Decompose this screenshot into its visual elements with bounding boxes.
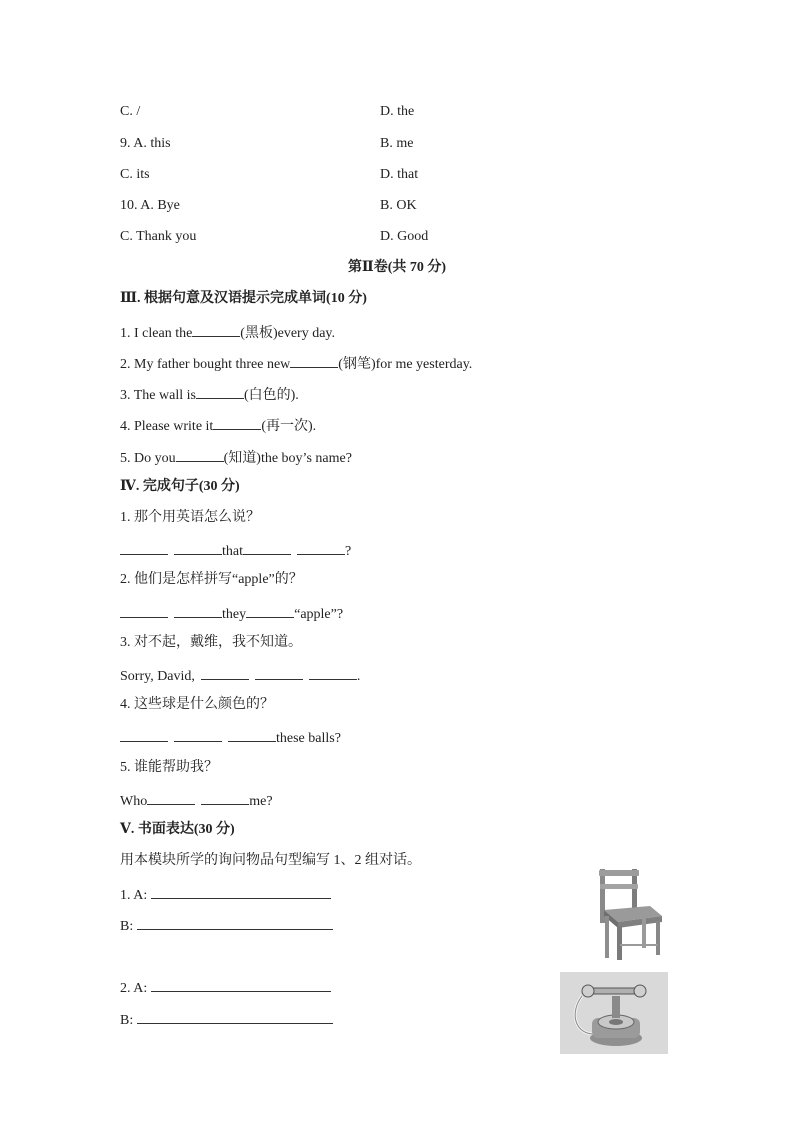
- answer-line[interactable]: [137, 915, 333, 930]
- answer-blank[interactable]: [120, 727, 168, 742]
- answer-blank[interactable]: [174, 540, 222, 555]
- s4-answer-4: [120, 727, 341, 748]
- s4q1-word: that: [222, 544, 243, 559]
- answer-blank[interactable]: [246, 603, 294, 618]
- answer-blank[interactable]: [228, 727, 276, 742]
- dialogue2-a: [120, 977, 331, 998]
- option-10c: C. Thank you: [120, 229, 197, 244]
- option-10a: 10. A. Bye: [120, 198, 180, 213]
- s3-question-3: [120, 384, 299, 405]
- d2b-label: B:: [120, 1013, 134, 1028]
- answer-line[interactable]: [151, 884, 331, 899]
- s3-question-1: [120, 322, 335, 343]
- s3q4-prefix: 4. Please write it: [120, 419, 214, 434]
- section5-title: Ⅴ. 书面表达(30 分): [120, 822, 235, 837]
- answer-blank[interactable]: [120, 540, 168, 555]
- answer-blank[interactable]: [290, 353, 338, 368]
- s4q4-end: these balls?: [276, 731, 341, 746]
- s4q1-chinese: 1. 那个用英语怎么说？: [120, 510, 260, 525]
- answer-blank[interactable]: [147, 790, 195, 805]
- s4-answer-5: [120, 790, 273, 811]
- s3q5-hint: (知道)the boy’s name?: [223, 451, 352, 466]
- answer-blank[interactable]: [120, 603, 168, 618]
- s3-question-2: [120, 353, 472, 374]
- s4q2-word2: “apple”?: [294, 607, 344, 622]
- answer-line[interactable]: [151, 977, 331, 992]
- option-9b: B. me: [380, 136, 414, 151]
- d1a-label: 1. A:: [120, 888, 148, 903]
- s3-question-4: [120, 415, 316, 436]
- answer-blank[interactable]: [201, 790, 249, 805]
- answer-blank[interactable]: [196, 384, 244, 399]
- answer-blank[interactable]: [243, 540, 291, 555]
- s4-answer-1: [120, 540, 351, 561]
- s3q3-prefix: 3. The wall is: [120, 388, 196, 403]
- s3q5-prefix: 5. Do you: [120, 451, 176, 466]
- s4q4-chinese: 4. 这些球是什么颜色的？: [120, 697, 274, 712]
- chair-image: [592, 866, 668, 962]
- s4q3-end: .: [356, 669, 361, 684]
- s4q3-chinese: 3. 对不起，戴维，我不知道。: [120, 635, 302, 650]
- d2a-label: 2. A:: [120, 981, 148, 996]
- volume-title: 第Ⅱ卷(共 70 分): [347, 260, 447, 275]
- option-9d: D. that: [380, 167, 419, 182]
- section4-title: Ⅳ. 完成句子(30 分): [120, 479, 240, 494]
- s3q1-prefix: 1. I clean the: [120, 326, 193, 341]
- s4q2-chinese: 2. 他们是怎样拼写“apple”的？: [120, 572, 303, 587]
- s4q3-prefix: Sorry, David,: [120, 669, 195, 684]
- answer-blank[interactable]: [309, 665, 357, 680]
- option-9c: C. its: [120, 167, 150, 182]
- dialogue2-b: [120, 1009, 333, 1030]
- s4q5-prefix: Who: [120, 794, 148, 809]
- telephone-image: [560, 972, 668, 1054]
- d1b-label: B:: [120, 919, 134, 934]
- answer-blank[interactable]: [192, 322, 240, 337]
- s3q1-hint: (黑板)every day.: [240, 326, 336, 341]
- s3-question-5: [120, 447, 352, 468]
- s4q2-word: they: [222, 607, 247, 622]
- answer-blank[interactable]: [176, 447, 224, 462]
- option-9a: 9. A. this: [120, 136, 171, 151]
- option-10d: D. Good: [380, 229, 429, 244]
- option-10b: B. OK: [380, 198, 417, 213]
- section5-instruction: 用本模块所学的询问物品句型编写 1、2 组对话。: [120, 853, 421, 868]
- s4q1-end: ?: [345, 544, 352, 559]
- option-8c: C. /: [120, 104, 141, 119]
- dialogue1-b: [120, 915, 333, 936]
- s3q3-hint: (白色的).: [243, 388, 299, 403]
- s4-answer-2: [120, 603, 343, 624]
- section3-title: Ⅲ. 根据句意及汉语提示完成单词(10 分): [120, 291, 367, 306]
- s3q4-hint: (再一次).: [261, 419, 317, 434]
- s4q5-end: me?: [249, 794, 273, 809]
- answer-blank[interactable]: [297, 540, 345, 555]
- s4q5-chinese: 5. 谁能帮助我？: [120, 760, 218, 775]
- s4-answer-3: [120, 665, 360, 686]
- answer-blank[interactable]: [213, 415, 261, 430]
- answer-blank[interactable]: [201, 665, 249, 680]
- answer-line[interactable]: [137, 1009, 333, 1024]
- answer-blank[interactable]: [255, 665, 303, 680]
- answer-blank[interactable]: [174, 603, 222, 618]
- dialogue1-a: [120, 884, 331, 905]
- s3q2-hint: (钢笔)for me yesterday.: [338, 357, 473, 372]
- option-8d: D. the: [380, 104, 415, 119]
- answer-blank[interactable]: [174, 727, 222, 742]
- s3q2-prefix: 2. My father bought three new: [120, 357, 291, 372]
